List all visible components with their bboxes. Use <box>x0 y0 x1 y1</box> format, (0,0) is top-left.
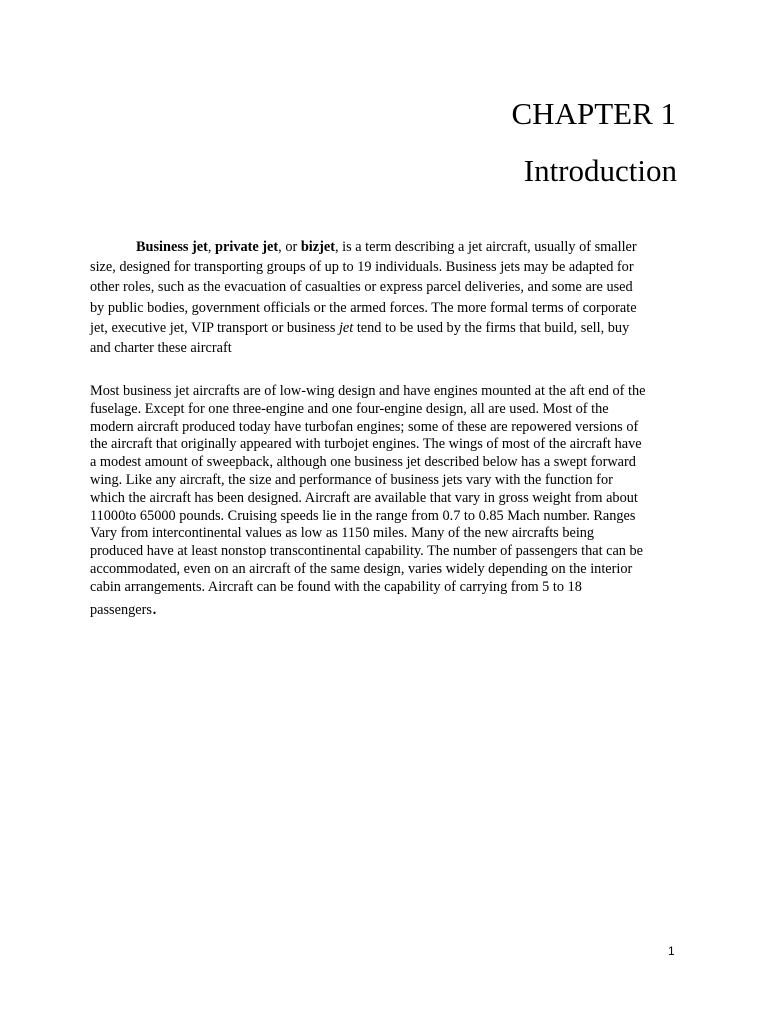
page-number: 1 <box>668 944 675 958</box>
body-paragraph <box>90 383 690 619</box>
term-bizjet: bizjet <box>300 239 335 255</box>
paragraph-line: produced have at least nonstop transcontinental capability. The number of passengers that can be <box>90 543 644 560</box>
italic-jet: jet <box>338 319 354 336</box>
paragraph-line: fuselage. Except for one three-engine and one four-engine design, all are used. Most of the <box>90 400 609 417</box>
paragraph-line: by public bodies, government officials or the armed forces. The more formal terms of corporate <box>90 299 637 316</box>
paragraph-line: size, designed for transporting groups of up to 19 individuals. Business jets may be adapted for <box>90 259 634 276</box>
paragraph-line: passengers. <box>90 596 157 619</box>
term-business-jet: Business jet <box>136 239 208 255</box>
chapter-number: CHAPTER 1 <box>511 96 676 131</box>
paragraph-line: Most business jet aircrafts are of low-wing design and have engines mounted at the aft end of the <box>90 383 646 399</box>
paragraph-line: cabin arrangements. Aircraft can be found with the capability of carrying from 5 to 18 <box>90 578 582 595</box>
chapter-title: Introduction <box>523 153 677 188</box>
paragraph-line: 11000to 65000 pounds. Cruising speeds lie in the range from 0.7 to 0.85 Mach number. Ranges <box>90 507 636 524</box>
paragraph-line: other roles, such as the evacuation of casualties or express parcel deliveries, and some are used <box>90 279 633 296</box>
paragraph-line: Vary from intercontinental values as low as 1150 miles. Many of the new aircrafts being <box>90 525 595 542</box>
paragraph-line: jet, executive jet, VIP transport or business jet tend to be used by the firms that build, sell, buy <box>90 319 630 336</box>
paragraph-line: modern aircraft produced today have turbofan engines; some of these are repowered versions of <box>90 418 639 435</box>
paragraph-line: and charter these aircraft <box>90 340 232 357</box>
paragraph-line: wing. Like any aircraft, the size and performance of business jets vary with the function for <box>90 471 613 488</box>
paragraph-line: accommodated, even on an aircraft of the same design, varies widely depending on the interior <box>90 560 633 577</box>
paragraph-line: which the aircraft has been designed. Aircraft are available that vary in gross weight from about <box>90 489 638 506</box>
paragraph-line: the aircraft that originally appeared with turbojet engines. The wings of most of the aircraft have <box>90 436 642 453</box>
paragraph-line: a modest amount of sweepback, although one business jet described below has a swept forward <box>90 454 636 471</box>
term-private-jet: private jet <box>215 239 279 255</box>
paragraph-line: Business jet, private jet, or bizjet, is a term describing a jet aircraft, usually of smaller <box>136 239 637 255</box>
intro-paragraph <box>90 237 680 358</box>
